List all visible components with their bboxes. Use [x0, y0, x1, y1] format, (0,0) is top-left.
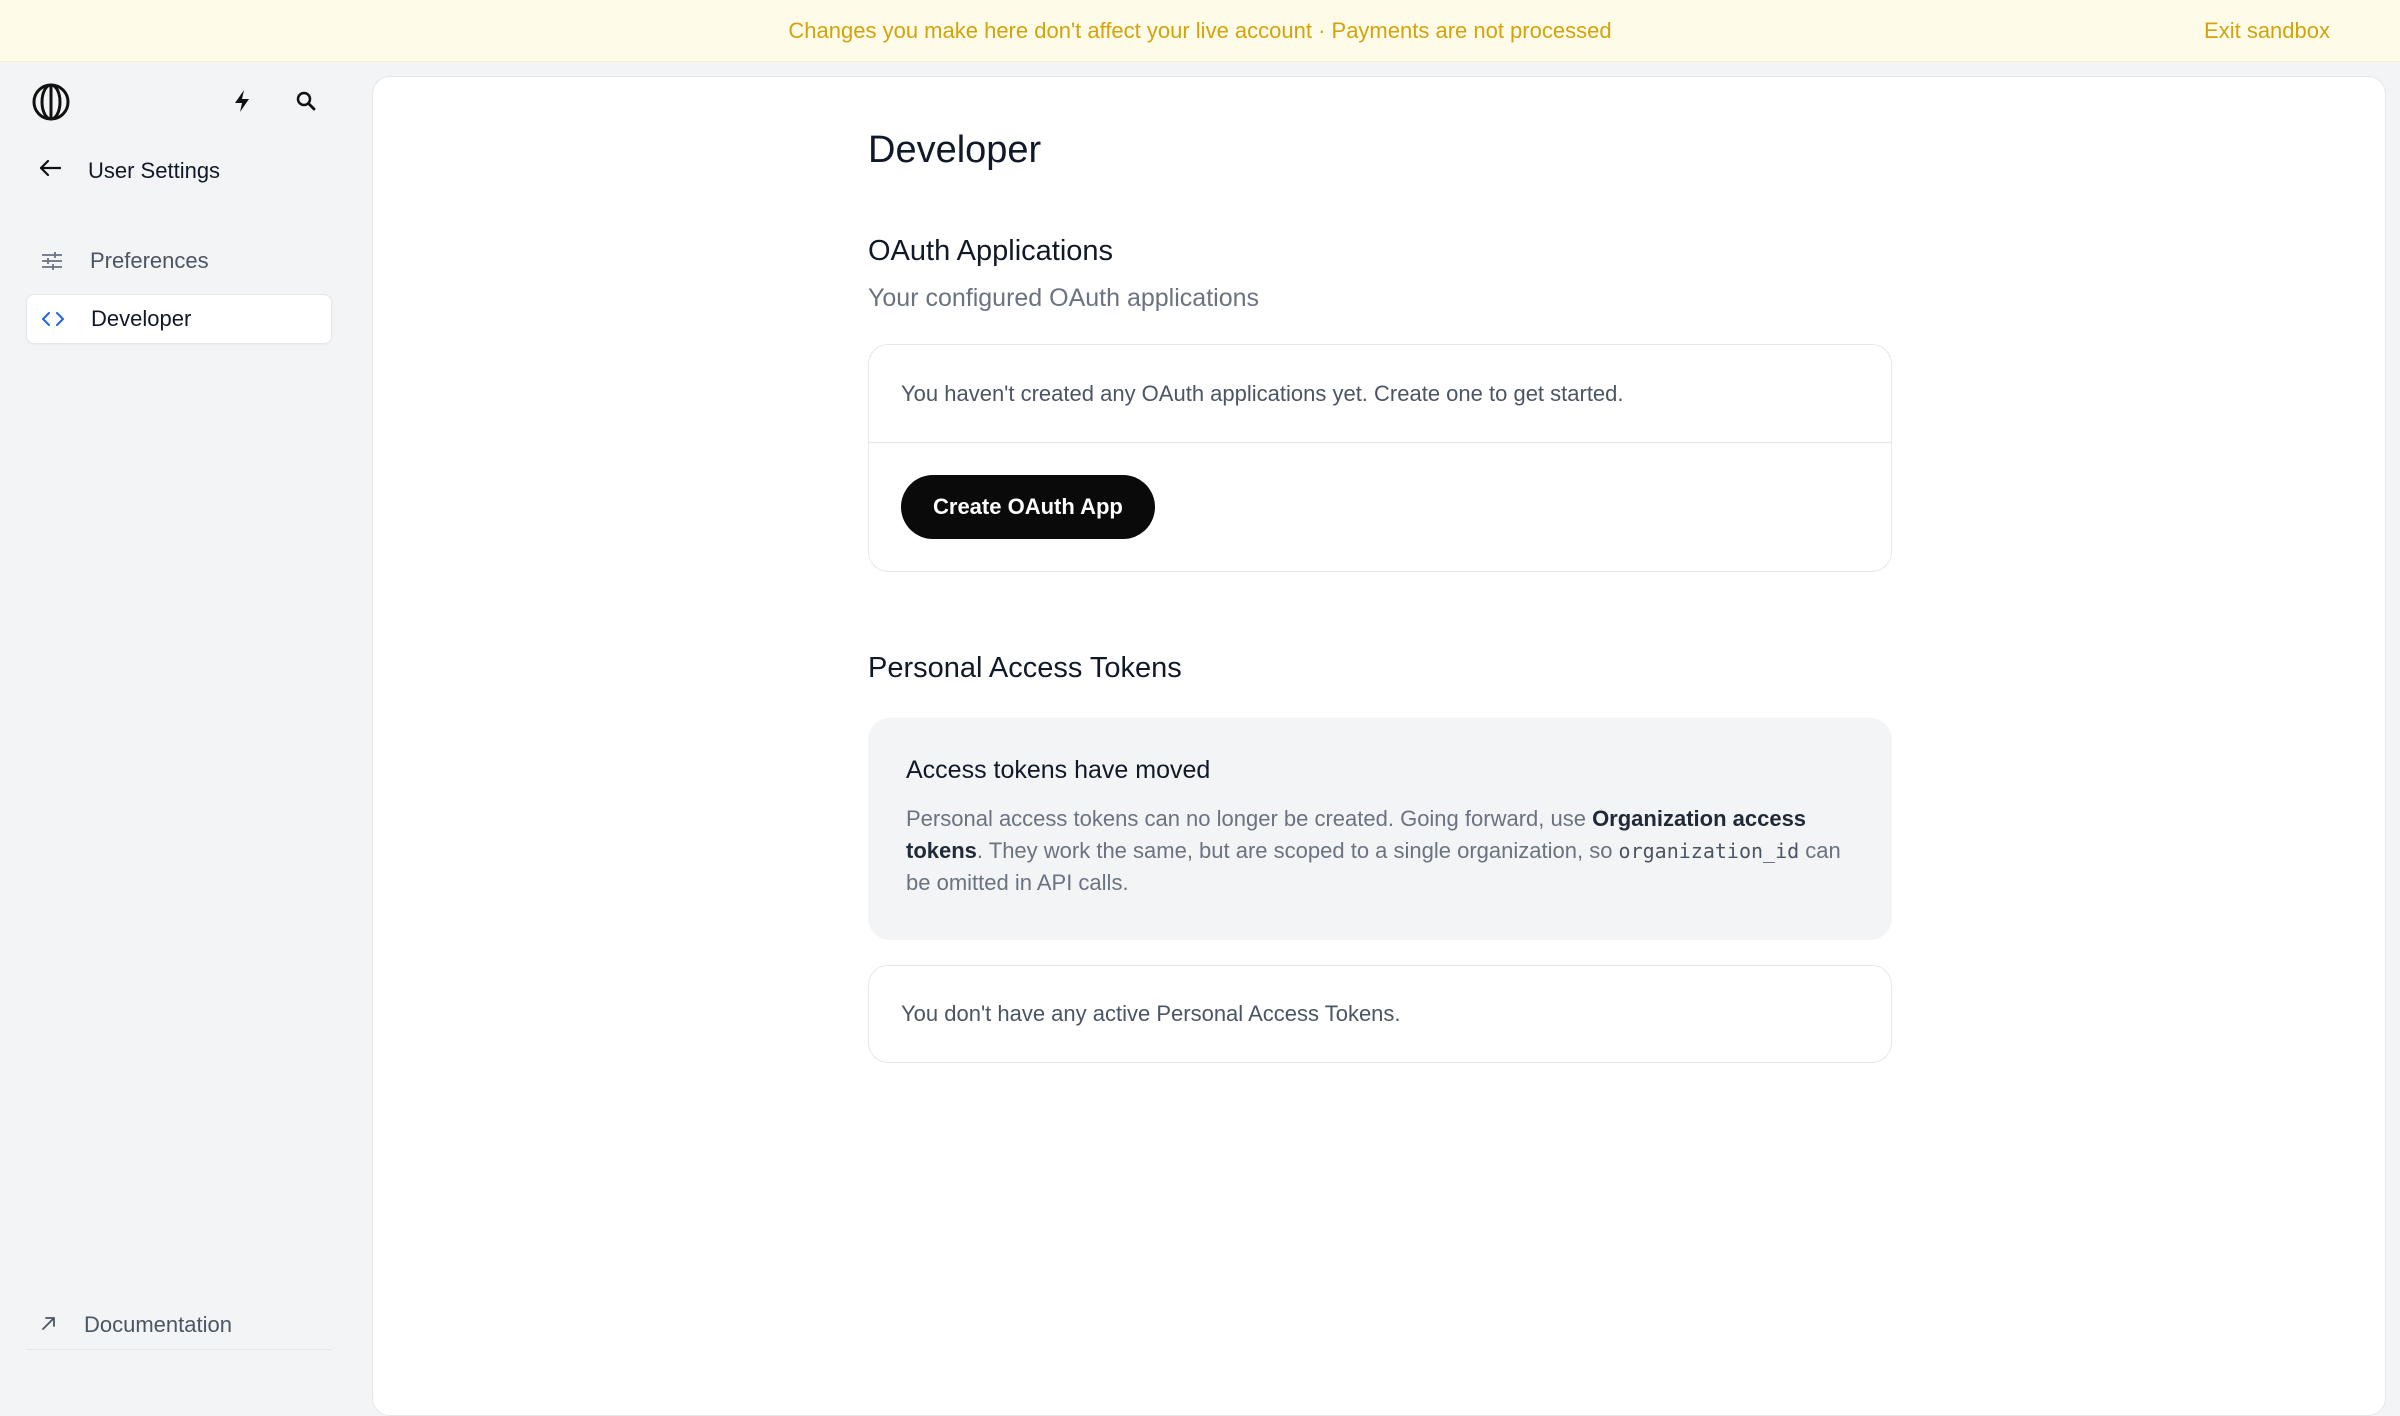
logo-icon[interactable]	[31, 82, 71, 122]
arrow-up-right-icon	[40, 1312, 58, 1338]
documentation-label: Documentation	[84, 1311, 232, 1337]
code-icon	[41, 307, 65, 331]
oauth-section-subtitle: Your configured OAuth applications	[868, 284, 1260, 312]
notice-text: Personal access tokens can no longer be created. Going forward, use Organization access tokens. They work the same, but are scoped to a single organization, so organization_id can be omitted in API calls.	[906, 806, 1841, 895]
sandbox-banner	[0, 0, 2400, 62]
sidebar-item-label: Developer	[91, 306, 192, 331]
create-oauth-app-button[interactable]: Create OAuth App	[901, 475, 1155, 539]
tokens-moved-notice	[868, 718, 1892, 940]
sidebar-item-preferences[interactable]	[26, 236, 332, 286]
notice-title: Access tokens have moved	[906, 756, 1211, 784]
notice-code: organization_id	[1618, 839, 1800, 863]
notice-bold: Organization access tokens	[906, 806, 1807, 863]
main-panel	[372, 76, 2386, 1416]
tokens-section-title: Personal Access Tokens	[868, 652, 1182, 684]
sidebar	[0, 62, 370, 1395]
exit-sandbox-link[interactable]: Exit sandbox	[2204, 18, 2330, 43]
sliders-icon	[40, 249, 64, 273]
back-to-user-settings[interactable]	[38, 154, 220, 188]
page-title: Developer	[868, 129, 1042, 171]
arrow-left-icon	[38, 158, 62, 184]
tokens-card	[868, 965, 1892, 1063]
back-label: User Settings	[88, 158, 221, 183]
lightning-icon[interactable]	[224, 83, 260, 119]
search-icon[interactable]	[288, 83, 324, 119]
tokens-empty-text: You don't have any active Personal Access Tokens.	[901, 1001, 1401, 1026]
oauth-empty-text: You haven't created any OAuth applications yet. Create one to get started.	[901, 380, 1624, 406]
sidebar-item-developer[interactable]	[26, 294, 332, 344]
oauth-section-title: OAuth Applications	[868, 235, 1114, 267]
sandbox-message: Changes you make here don't affect your live account · Payments are not processed	[788, 17, 1612, 43]
sidebar-item-label: Preferences	[90, 248, 209, 273]
oauth-card	[868, 344, 1892, 572]
documentation-link[interactable]	[26, 1300, 332, 1350]
